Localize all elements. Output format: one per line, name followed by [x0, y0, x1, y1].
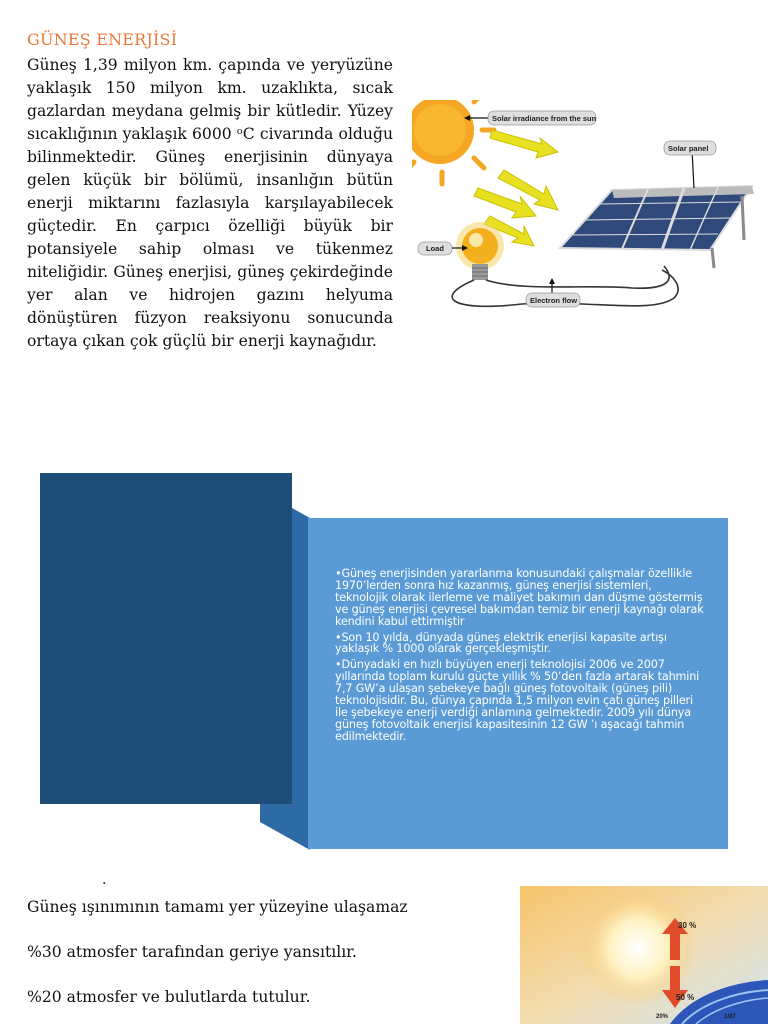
label-50: 50 % [676, 993, 695, 1002]
intro-paragraph: Güneş 1,39 milyon km. çapında ve yeryüzüne yaklaşık 150 milyon km. uzaklıkta, sıcak gazlardan meydana gelmiş bir kütledir. Yüzey sıcaklığının yaklaşık 6000 ᵒC civarında olduğu bilinmektedir. Güneş enerjisinin dünyaya gelen küçük bir bölümü, insanlığın bütün enerji miktarını fazlasıyla karşılayabilecek güçtedir. En çarpıcı özelliği büyük bir potansiyele sahip olması ve tükenmez niteliğidir. Güneş enerjisi, güneş çekirdeğinde yer alan ve hidrojen gazını helyuma dönüştüren füzyon reaksiyonu sonucunda ortaya çıkan çok güçlü bir enerji kaynağıdır. [27, 56, 393, 350]
electron-flow-label: Electron flow [530, 296, 578, 305]
load-label: Load [426, 244, 444, 253]
fact-line: %20 atmosfer ve bulutlarda tutulur. [27, 988, 311, 1006]
info-box [308, 518, 728, 849]
fold-shape [260, 508, 310, 850]
fact-line: %30 atmosfer tarafından geriye yansıtılır. [27, 943, 357, 961]
fact-line: Güneş ışınımının tamamı yer yüzeyine ulaşamaz [27, 898, 408, 916]
label-20: 20% [656, 1014, 669, 1020]
info-bullet: •Güneş enerjisinden yararlanma konusundaki çalışmalar özellikle 1970’lerden sonra hız kazanmış, güneş enerjisi sistemleri, teknolojik olarak ilerleme ve maliyet bakımın dan düşme göstermiş ve güneş enerjisi çevresel bakımdan temiz bir enerji kaynağı olarak kendini kabul ettirmiştir [335, 567, 704, 628]
irradiance-label: Solar irradiance from the sun [492, 114, 597, 123]
dot: . [102, 872, 107, 888]
dark-accent-panel [40, 473, 292, 804]
label-30: 30 % [678, 921, 697, 930]
info-bullet: •Son 10 yılda, dünyada güneş elektrik enerjisi kapasite artışı yaklaşık % 1000 olarak gerçekleşmiştir. [335, 630, 667, 656]
radiation-facts [27, 896, 408, 1031]
label-small: 1/87 [724, 1014, 736, 1020]
page-title: GÜNEŞ ENERJİSİ [27, 30, 178, 49]
solar-panel-diagram [412, 100, 755, 328]
earth-radiation-image [520, 886, 768, 1024]
info-bullet: •Dünyadaki en hızlı büyüyen enerji teknolojisi 2006 ve 2007 yıllarında toplam kurulu güçte yıllık % 50’den fazla artarak tahmini 7,7 GW’a ulaşan şebekeye bağlı güneş fotovoltaik (güneş pili) teknolojisidir. Bu, dünya çapında 1,5 milyon evin çatı güneş pilleri ile şebekeye enerji verdiği anlamına gelmektedir. 2009 yılı dünya güneş fotovoltaik enerjisi kapasitesinin 12 GW ’ı aşacağı tahmin edilmektedir. [335, 658, 700, 743]
panel-label: Solar panel [668, 144, 709, 153]
